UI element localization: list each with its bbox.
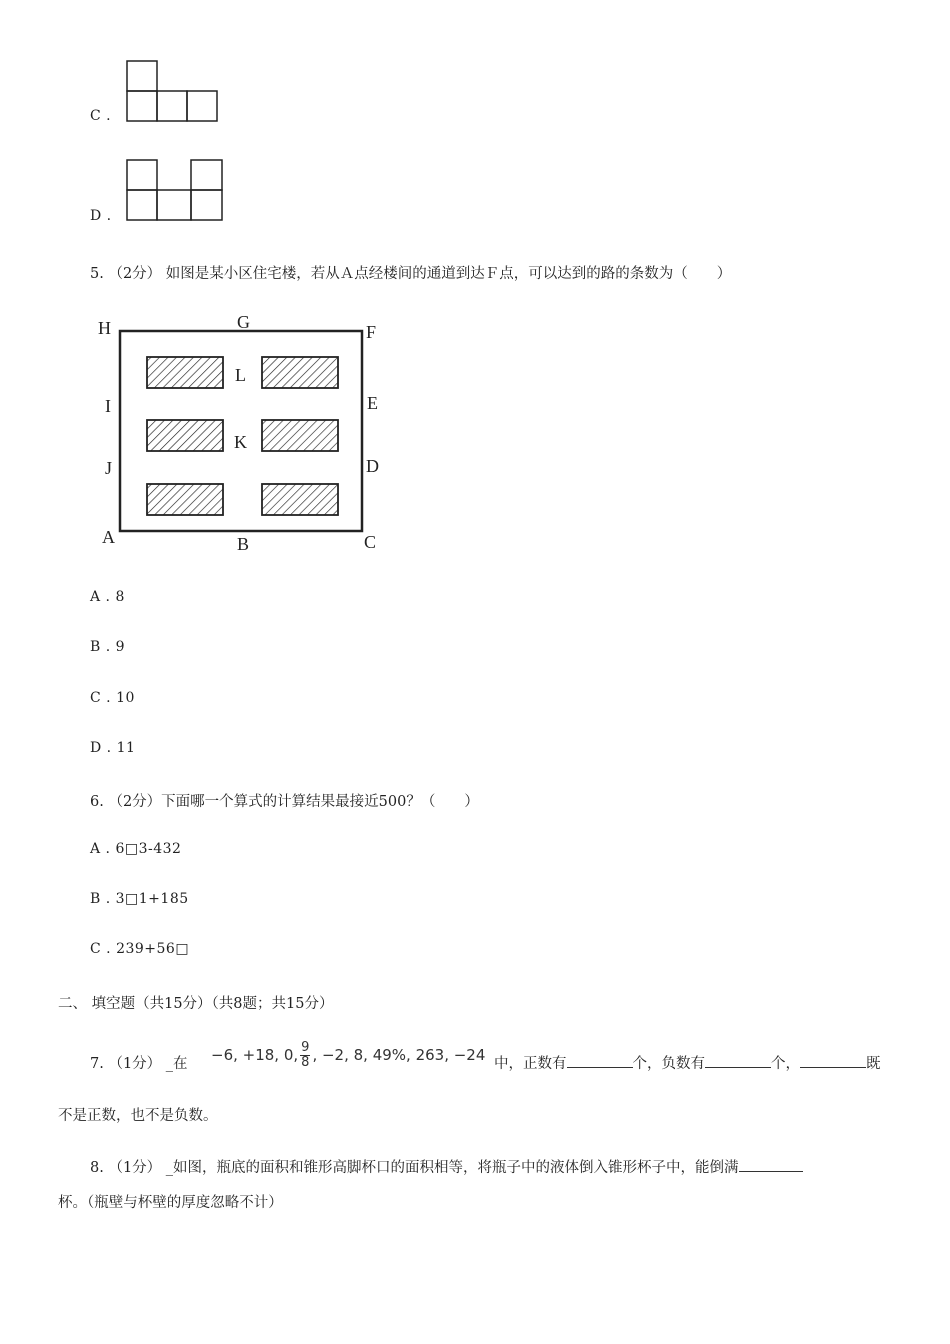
q7-blank-neither[interactable]	[800, 1055, 866, 1068]
label-H: H	[98, 318, 111, 338]
c-square-3	[187, 91, 217, 121]
building-1	[147, 357, 223, 388]
q7-blank-negative[interactable]	[705, 1055, 771, 1068]
label-G: G	[237, 312, 250, 332]
q7-line-2: 不是正数，也不是负数。	[58, 1108, 218, 1124]
label-K: K	[234, 432, 247, 452]
q8-blank[interactable]	[739, 1159, 803, 1172]
q7-suffix-2: 个，负数有	[632, 1056, 705, 1072]
label-L: L	[235, 365, 246, 385]
q7-number-list	[211, 1037, 485, 1073]
q5-option-a[interactable]: A . 8	[90, 589, 125, 605]
q7-blank-positive[interactable]	[567, 1055, 633, 1068]
q5-option-c[interactable]: C . 10	[90, 690, 135, 706]
q7-numbers-after: , −2, 8, 49%, 263, −24	[312, 1046, 486, 1064]
residential-map-figure	[96, 310, 396, 560]
question-7-prefix: 7. （1分） _在	[90, 1056, 188, 1072]
d-square-top-left	[127, 160, 157, 190]
label-D: D	[366, 456, 379, 476]
label-F: F	[366, 322, 377, 342]
d-square-2	[157, 190, 191, 220]
section-2-title: 二、 填空题（共15分）（共8题；共15分）	[58, 996, 334, 1012]
q7-tail	[494, 1052, 881, 1073]
option-d-label: D .	[90, 208, 112, 224]
question-6-stem: 6. （2分）下面哪一个算式的计算结果最接近500？（ ）	[90, 794, 479, 810]
d-square-3	[191, 190, 222, 220]
label-B: B	[237, 534, 250, 554]
d-square-1	[127, 190, 157, 220]
c-square-1	[127, 91, 157, 121]
question-5-stem: 5. （2分） 如图是某小区住宅楼，若从Ａ点经楼间的通道到达Ｆ点，可以达到的路的条数为（ ）	[90, 266, 732, 282]
label-A: A	[102, 527, 115, 547]
q6-option-c[interactable]: C . 239+56□	[90, 941, 190, 957]
q6-option-b[interactable]: B . 3□1+185	[90, 891, 189, 907]
option-d-figure	[126, 159, 226, 223]
q7-frac-den: 8	[301, 1054, 310, 1070]
label-C: C	[364, 532, 377, 552]
label-I: I	[105, 396, 111, 416]
building-6	[262, 484, 338, 515]
q8-line-1-text: 8. （1分） _如图，瓶底的面积和锥形高脚杯口的面积相等，将瓶子中的液体倒入锥形杯子中，能倒满	[90, 1160, 739, 1176]
q5-option-b[interactable]: B . 9	[90, 639, 126, 655]
building-3	[147, 420, 223, 451]
q8-line-2: 杯。（瓶壁与杯壁的厚度忽略不计）	[58, 1195, 283, 1211]
c-square-top	[127, 61, 157, 91]
building-5	[147, 484, 223, 515]
q7-numbers-before: −6, +18, 0,	[211, 1046, 299, 1064]
building-4	[262, 420, 338, 451]
q7-fraction	[300, 1041, 310, 1070]
q7-suffix-3: 个，	[771, 1056, 800, 1072]
option-c-figure	[126, 60, 222, 124]
label-J: J	[105, 458, 113, 478]
q7-frac-num: 9	[301, 1039, 310, 1055]
building-2	[262, 357, 338, 388]
question-8-line-1	[90, 1156, 803, 1177]
q5-option-d[interactable]: D . 11	[90, 740, 136, 756]
d-square-top-right	[191, 160, 222, 190]
q7-suffix-4: 既	[866, 1056, 881, 1072]
q6-option-a[interactable]: A . 6□3-432	[90, 841, 182, 857]
q7-suffix-1: 中，正数有	[494, 1056, 567, 1072]
label-E: E	[367, 393, 378, 413]
c-square-2	[157, 91, 187, 121]
option-c-label: C .	[90, 108, 112, 124]
